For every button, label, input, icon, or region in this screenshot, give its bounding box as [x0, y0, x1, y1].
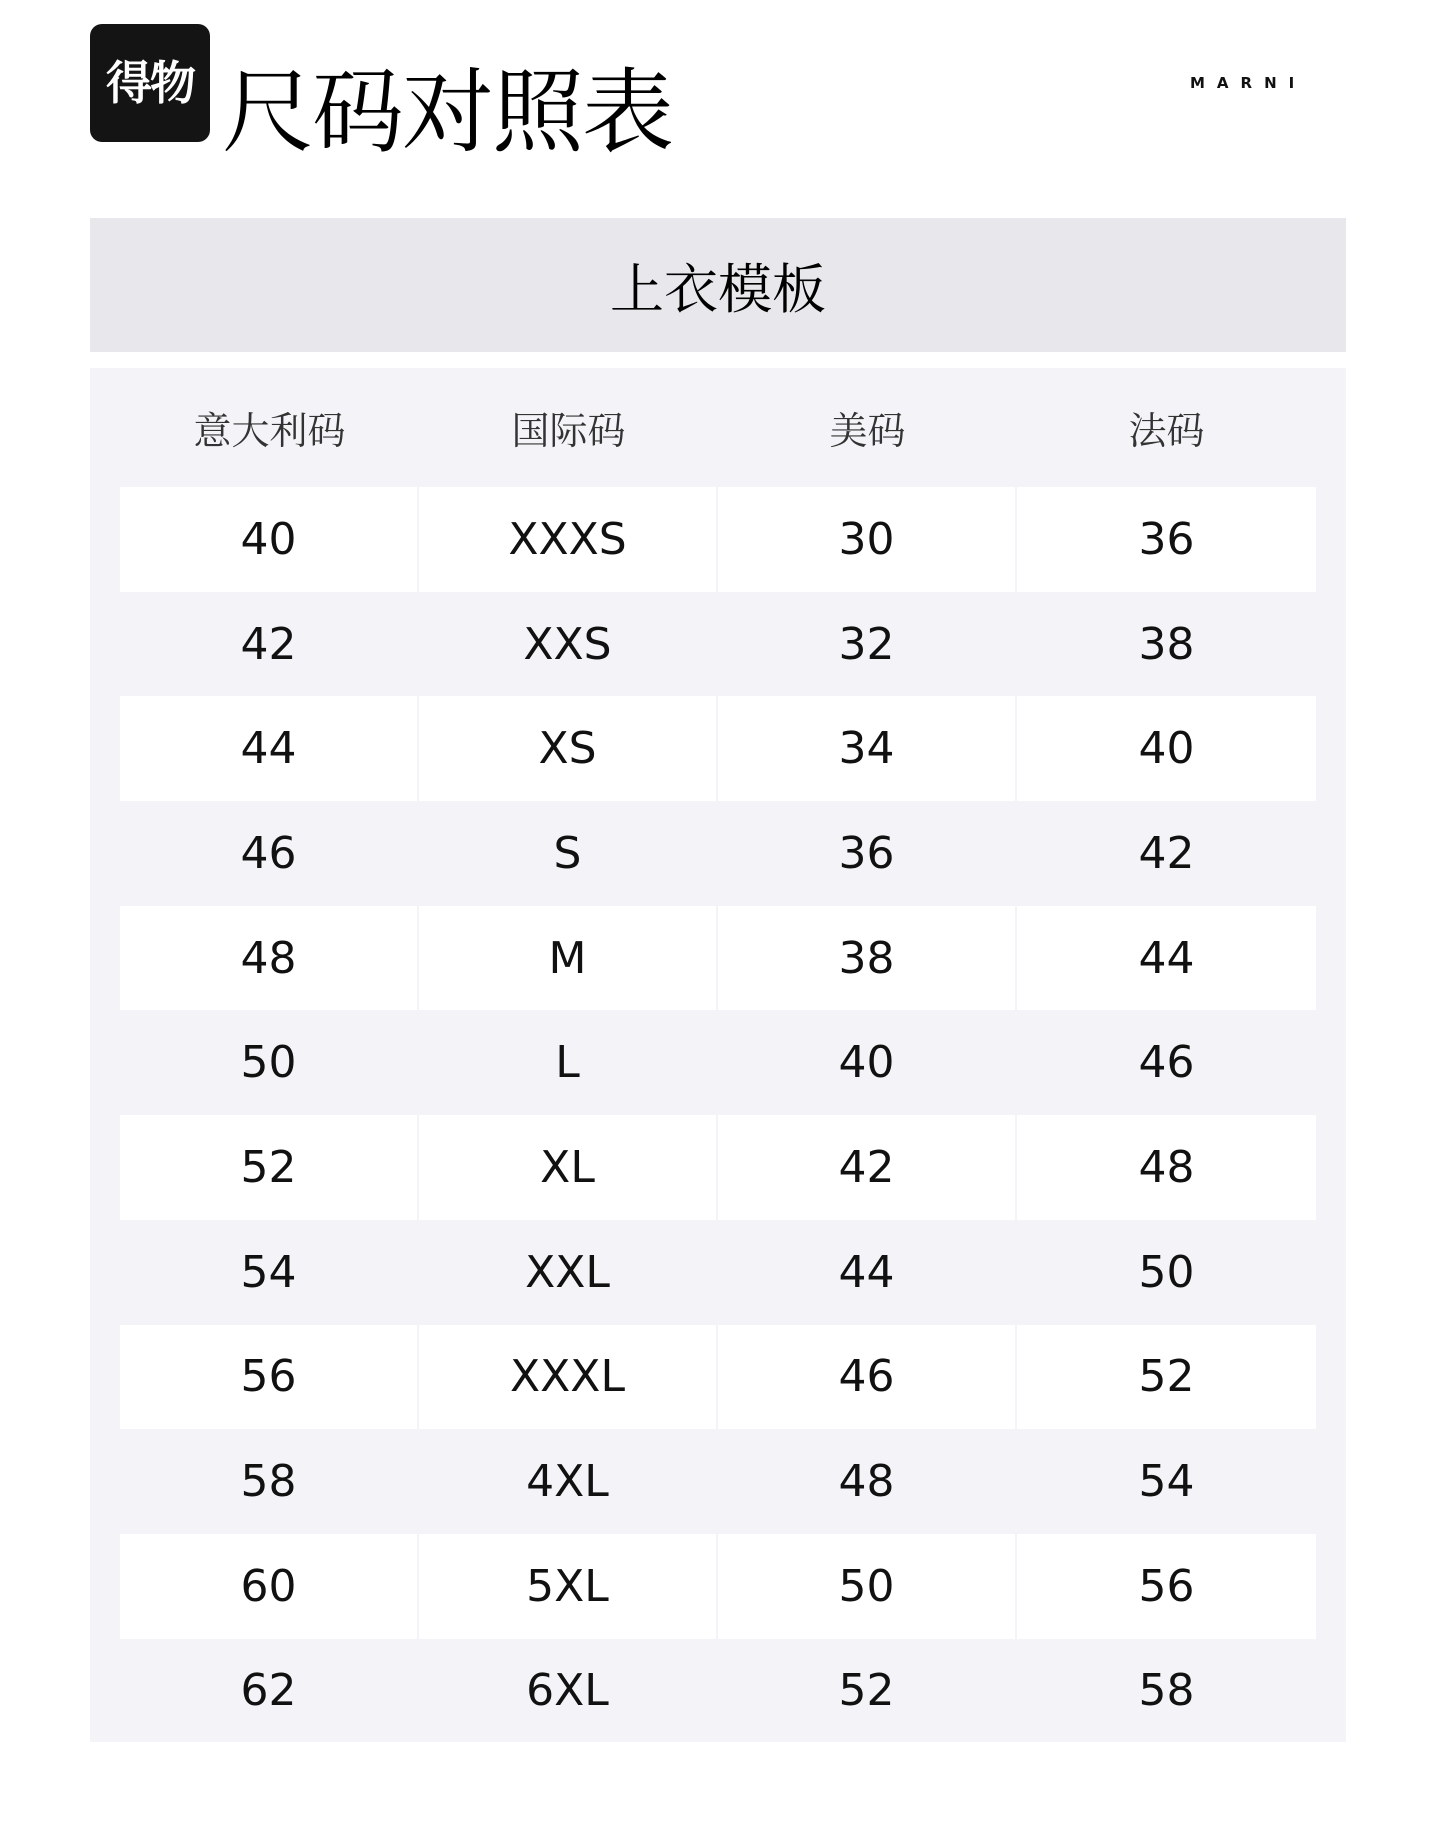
- cell-italian: 52: [120, 1115, 417, 1220]
- cell-us: 44: [838, 1246, 895, 1298]
- column-header-italian: 意大利码: [193, 409, 346, 453]
- table-row: [120, 1220, 1316, 1325]
- cell-international: XL: [419, 1115, 716, 1220]
- cell-italian: 58: [240, 1456, 297, 1508]
- cell-france: 42: [1138, 827, 1195, 879]
- cell-france: 46: [1138, 1037, 1195, 1089]
- table-row: [120, 906, 1316, 1011]
- cell-france: 52: [1017, 1325, 1316, 1430]
- cell-italian: 40: [120, 487, 417, 592]
- cell-italian: 44: [120, 696, 417, 801]
- cell-us: 46: [718, 1325, 1015, 1430]
- cell-us: 48: [838, 1456, 895, 1508]
- cell-international: XXS: [523, 618, 612, 670]
- cell-france: 54: [1138, 1456, 1195, 1508]
- cell-italian: 42: [240, 618, 297, 670]
- table-row: [120, 487, 1316, 592]
- cell-international: XXXL: [419, 1325, 716, 1430]
- cell-us: 50: [718, 1534, 1015, 1639]
- page-title: 尺码对照表: [222, 59, 673, 166]
- page-header: [0, 0, 1440, 200]
- cell-international: 6XL: [526, 1665, 609, 1717]
- cell-italian: 60: [120, 1534, 417, 1639]
- table-row: [120, 1115, 1316, 1220]
- table-row: [120, 592, 1316, 697]
- cell-international: 5XL: [419, 1534, 716, 1639]
- cell-italian: 54: [240, 1246, 297, 1298]
- cell-international: 4XL: [526, 1456, 609, 1508]
- cell-france: 56: [1017, 1534, 1316, 1639]
- table-row: [120, 1325, 1316, 1430]
- cell-italian: 46: [240, 827, 297, 879]
- table-row: [120, 1639, 1316, 1744]
- cell-france: 50: [1138, 1246, 1195, 1298]
- cell-us: 42: [718, 1115, 1015, 1220]
- table-row: [120, 1010, 1316, 1115]
- table-body: [120, 487, 1316, 1743]
- table-row: [120, 1429, 1316, 1534]
- cell-international: S: [553, 827, 582, 879]
- logo-text: 得物: [106, 56, 194, 110]
- table-row: [120, 696, 1316, 801]
- cell-france: 38: [1138, 618, 1195, 670]
- cell-france: 40: [1017, 696, 1316, 801]
- section-header: [90, 218, 1346, 352]
- cell-italian: 62: [240, 1665, 297, 1717]
- dewu-logo: [90, 24, 210, 142]
- cell-us: 34: [718, 696, 1015, 801]
- table-header-row: [120, 368, 1316, 487]
- cell-us: 40: [838, 1037, 895, 1089]
- cell-international: XXL: [525, 1246, 610, 1298]
- size-table: [90, 368, 1346, 1742]
- cell-france: 48: [1017, 1115, 1316, 1220]
- cell-us: 52: [838, 1665, 895, 1717]
- cell-france: 44: [1017, 906, 1316, 1011]
- cell-international: L: [555, 1037, 580, 1089]
- cell-italian: 48: [120, 906, 417, 1011]
- cell-france: 58: [1138, 1665, 1195, 1717]
- cell-international: M: [419, 906, 716, 1011]
- cell-international: XS: [419, 696, 716, 801]
- table-row: [120, 801, 1316, 906]
- column-header-us: 美码: [829, 409, 906, 453]
- column-header-international: 国际码: [511, 409, 626, 453]
- section-title: 上衣模板: [610, 257, 826, 321]
- cell-france: 36: [1017, 487, 1316, 592]
- cell-us: 36: [838, 827, 895, 879]
- cell-italian: 56: [120, 1325, 417, 1430]
- cell-us: 32: [838, 618, 895, 670]
- table-row: [120, 1534, 1316, 1639]
- cell-us: 38: [718, 906, 1015, 1011]
- brand-logo: MARNI: [1190, 74, 1307, 92]
- cell-international: XXXS: [419, 487, 716, 592]
- cell-italian: 50: [240, 1037, 297, 1089]
- column-header-france: 法码: [1128, 409, 1205, 453]
- cell-us: 30: [718, 487, 1015, 592]
